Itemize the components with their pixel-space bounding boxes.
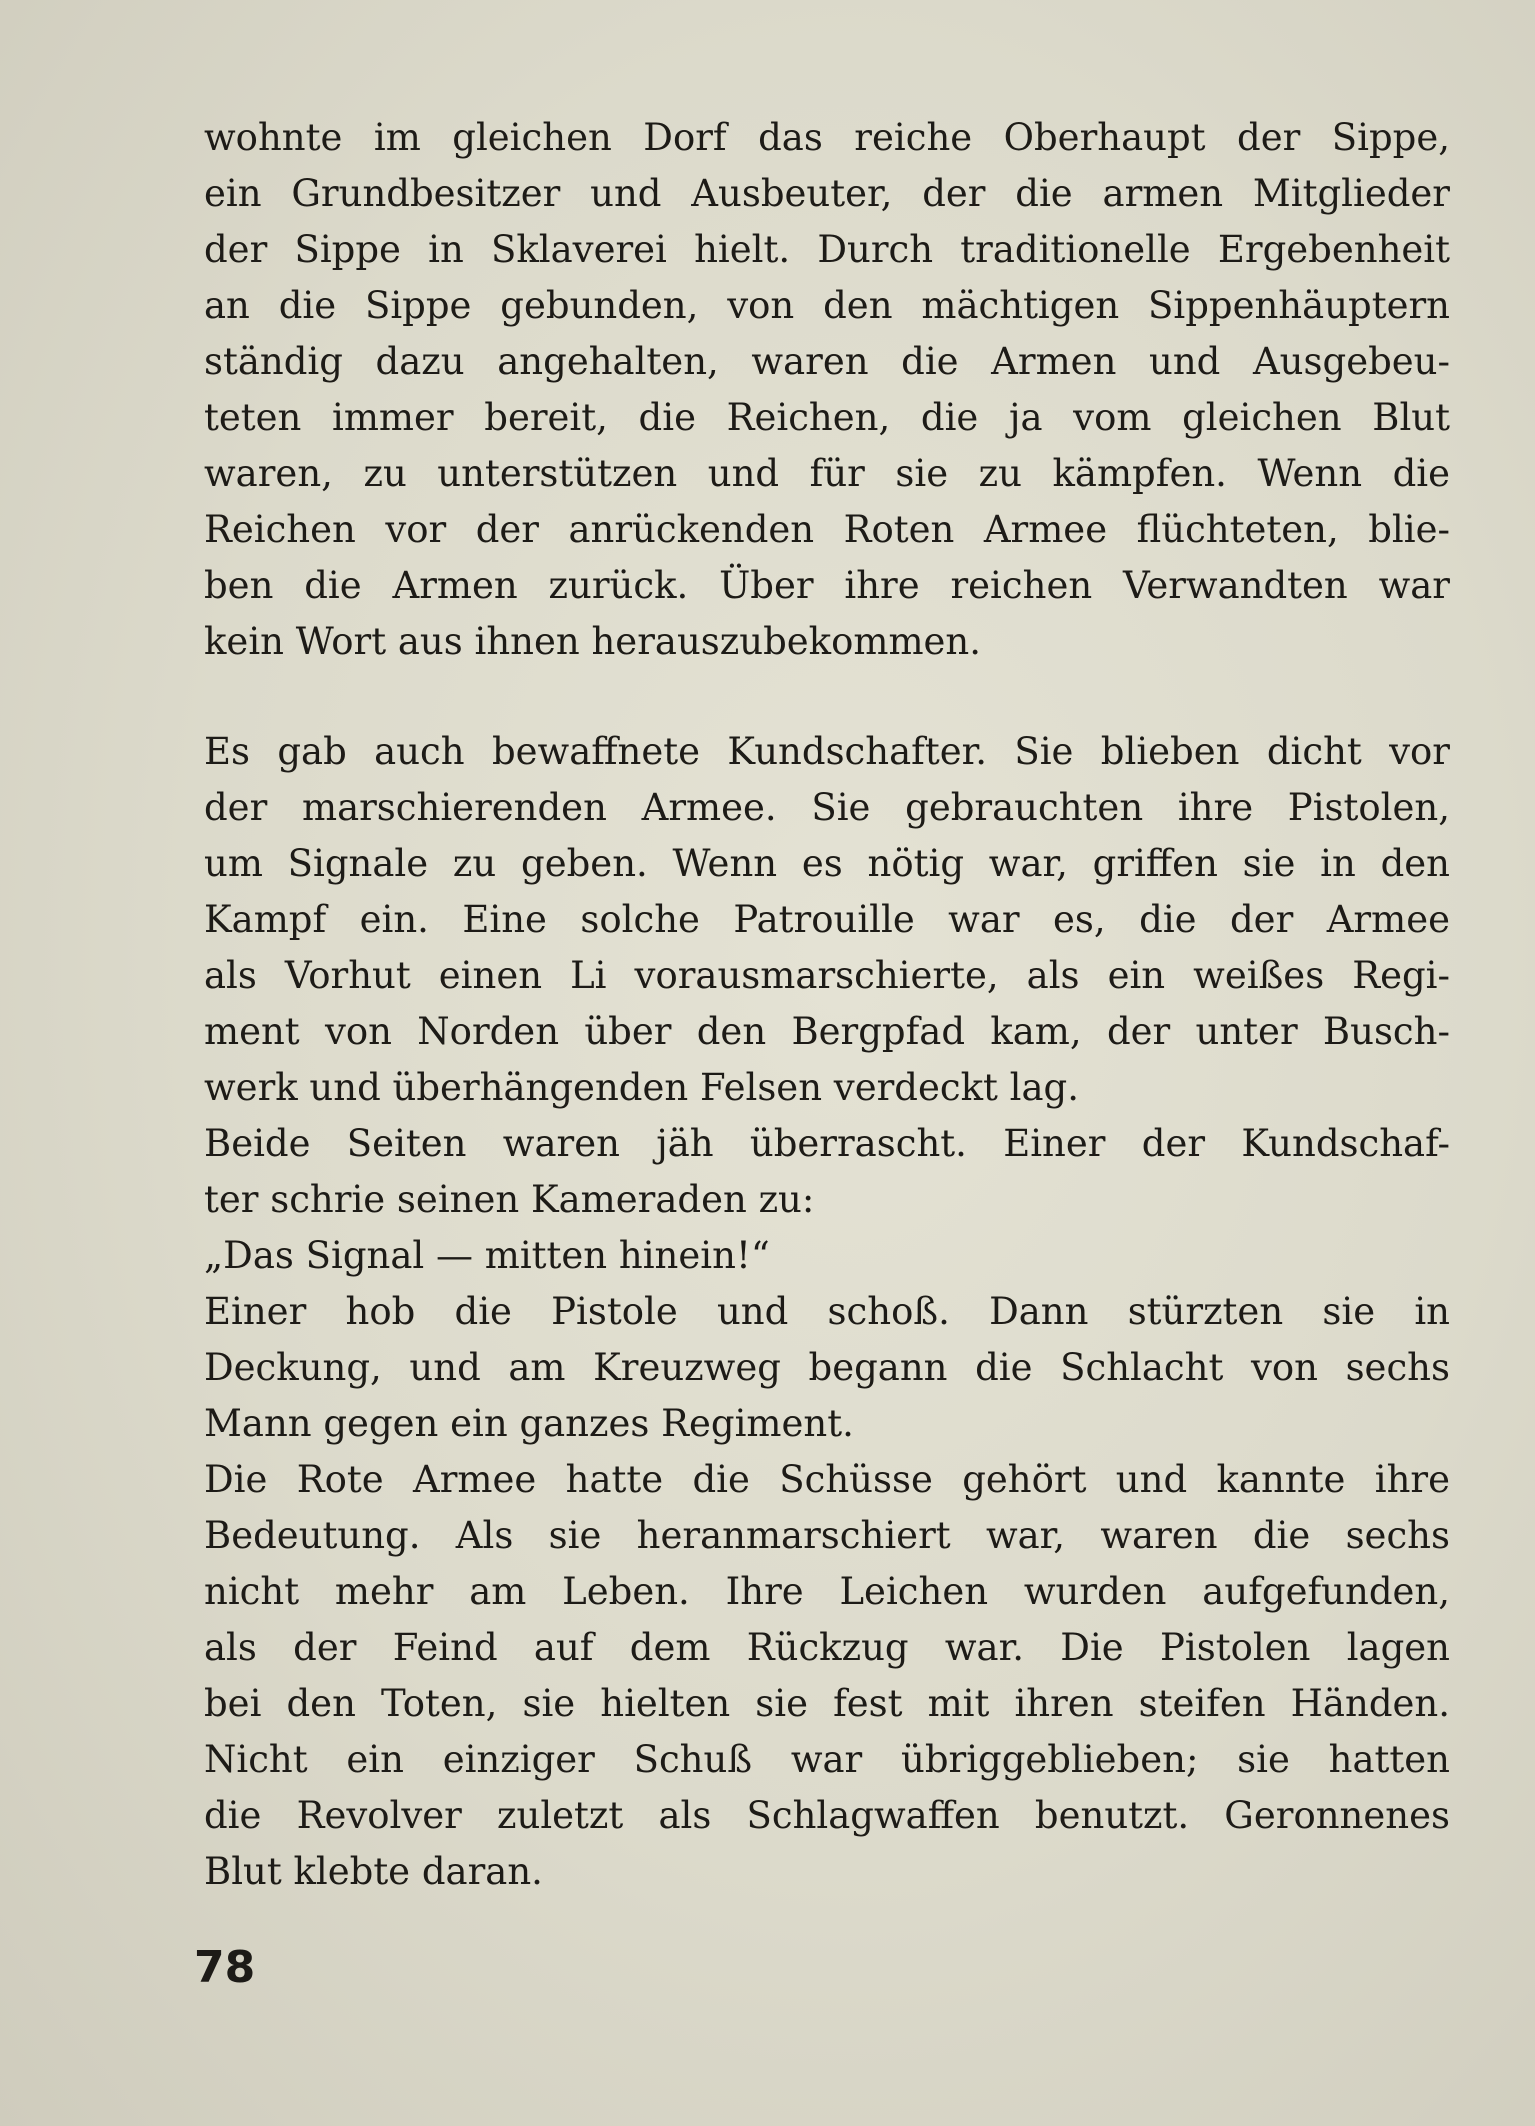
paragraph-1-line-2: ein Grundbesitzer und Ausbeuter, der die armen Mitglieder <box>204 172 1450 215</box>
paragraph-6-line-7: die Revolver zuletzt als Schlagwaffen benutzt. Geronnenes <box>204 1794 1450 1837</box>
paragraph-2-line-4: Kampf ein. Eine solche Patrouille war es, die der Armee <box>204 898 1450 941</box>
paragraph-1-line-9: ben die Armen zurück. Über ihre reichen Verwandten war <box>204 564 1450 607</box>
paragraph-6-line-6: Nicht ein einziger Schuß war übriggeblieben; sie hatten <box>204 1738 1450 1781</box>
paragraph-6-line-4: als der Feind auf dem Rückzug war. Die Pistolen lagen <box>204 1626 1450 1669</box>
paragraph-1-line-3: der Sippe in Sklaverei hielt. Durch traditionelle Ergebenheit <box>204 228 1450 271</box>
paragraph-2-line-5: als Vorhut einen Li vorausmarschierte, als ein weißes Regi- <box>204 954 1450 997</box>
paragraph-1-line-7: waren, zu unterstützen und für sie zu kämpfen. Wenn die <box>204 452 1450 495</box>
paragraph-6-line-8: Blut klebte daran. <box>204 1850 543 1893</box>
paragraph-5-line-1: Einer hob die Pistole und schoß. Dann stürzten sie in <box>204 1290 1450 1333</box>
paragraph-5-line-2: Deckung, und am Kreuzweg begann die Schlacht von sechs <box>204 1346 1450 1389</box>
paragraph-1-line-10: kein Wort aus ihnen herauszubekommen. <box>204 620 982 663</box>
paragraph-4-line-1: „Das Signal — mitten hinein!“ <box>204 1234 770 1277</box>
paragraph-3-line-2: ter schrie seinen Kameraden zu: <box>204 1178 815 1221</box>
paragraph-2-line-7: werk und überhängenden Felsen verdeckt lag. <box>204 1066 1079 1109</box>
paragraph-2-line-2: der marschierenden Armee. Sie gebrauchten ihre Pistolen, <box>204 786 1450 829</box>
paragraph-5-line-3: Mann gegen ein ganzes Regiment. <box>204 1402 854 1445</box>
paragraph-1-line-8: Reichen vor der anrückenden Roten Armee flüchteten, blie- <box>204 508 1450 551</box>
paragraph-2-line-3: um Signale zu geben. Wenn es nötig war, griffen sie in den <box>204 842 1450 885</box>
paragraph-2-line-6: ment von Norden über den Bergpfad kam, der unter Busch- <box>204 1010 1450 1053</box>
paragraph-6-line-2: Bedeutung. Als sie heranmarschiert war, waren die sechs <box>204 1514 1450 1557</box>
paragraph-3-line-1: Beide Seiten waren jäh überrascht. Einer der Kundschaf- <box>204 1122 1450 1165</box>
paragraph-1-line-5: ständig dazu angehalten, waren die Armen und Ausgebeu- <box>204 340 1450 383</box>
paragraph-1-line-6: teten immer bereit, die Reichen, die ja vom gleichen Blut <box>204 396 1450 439</box>
paragraph-6-line-3: nicht mehr am Leben. Ihre Leichen wurden aufgefunden, <box>204 1570 1450 1613</box>
paragraph-1-line-1: wohnte im gleichen Dorf das reiche Oberhaupt der Sippe, <box>204 116 1450 159</box>
paragraph-6-line-1: Die Rote Armee hatte die Schüsse gehört und kannte ihre <box>204 1458 1450 1501</box>
paragraph-1-line-4: an die Sippe gebunden, von den mächtigen Sippenhäuptern <box>204 284 1450 327</box>
paragraph-6-line-5: bei den Toten, sie hielten sie fest mit ihren steifen Händen. <box>204 1682 1450 1725</box>
paragraph-2-line-1: Es gab auch bewaffnete Kundschafter. Sie blieben dicht vor <box>204 730 1450 773</box>
page-number: 78 <box>194 1942 256 1993</box>
